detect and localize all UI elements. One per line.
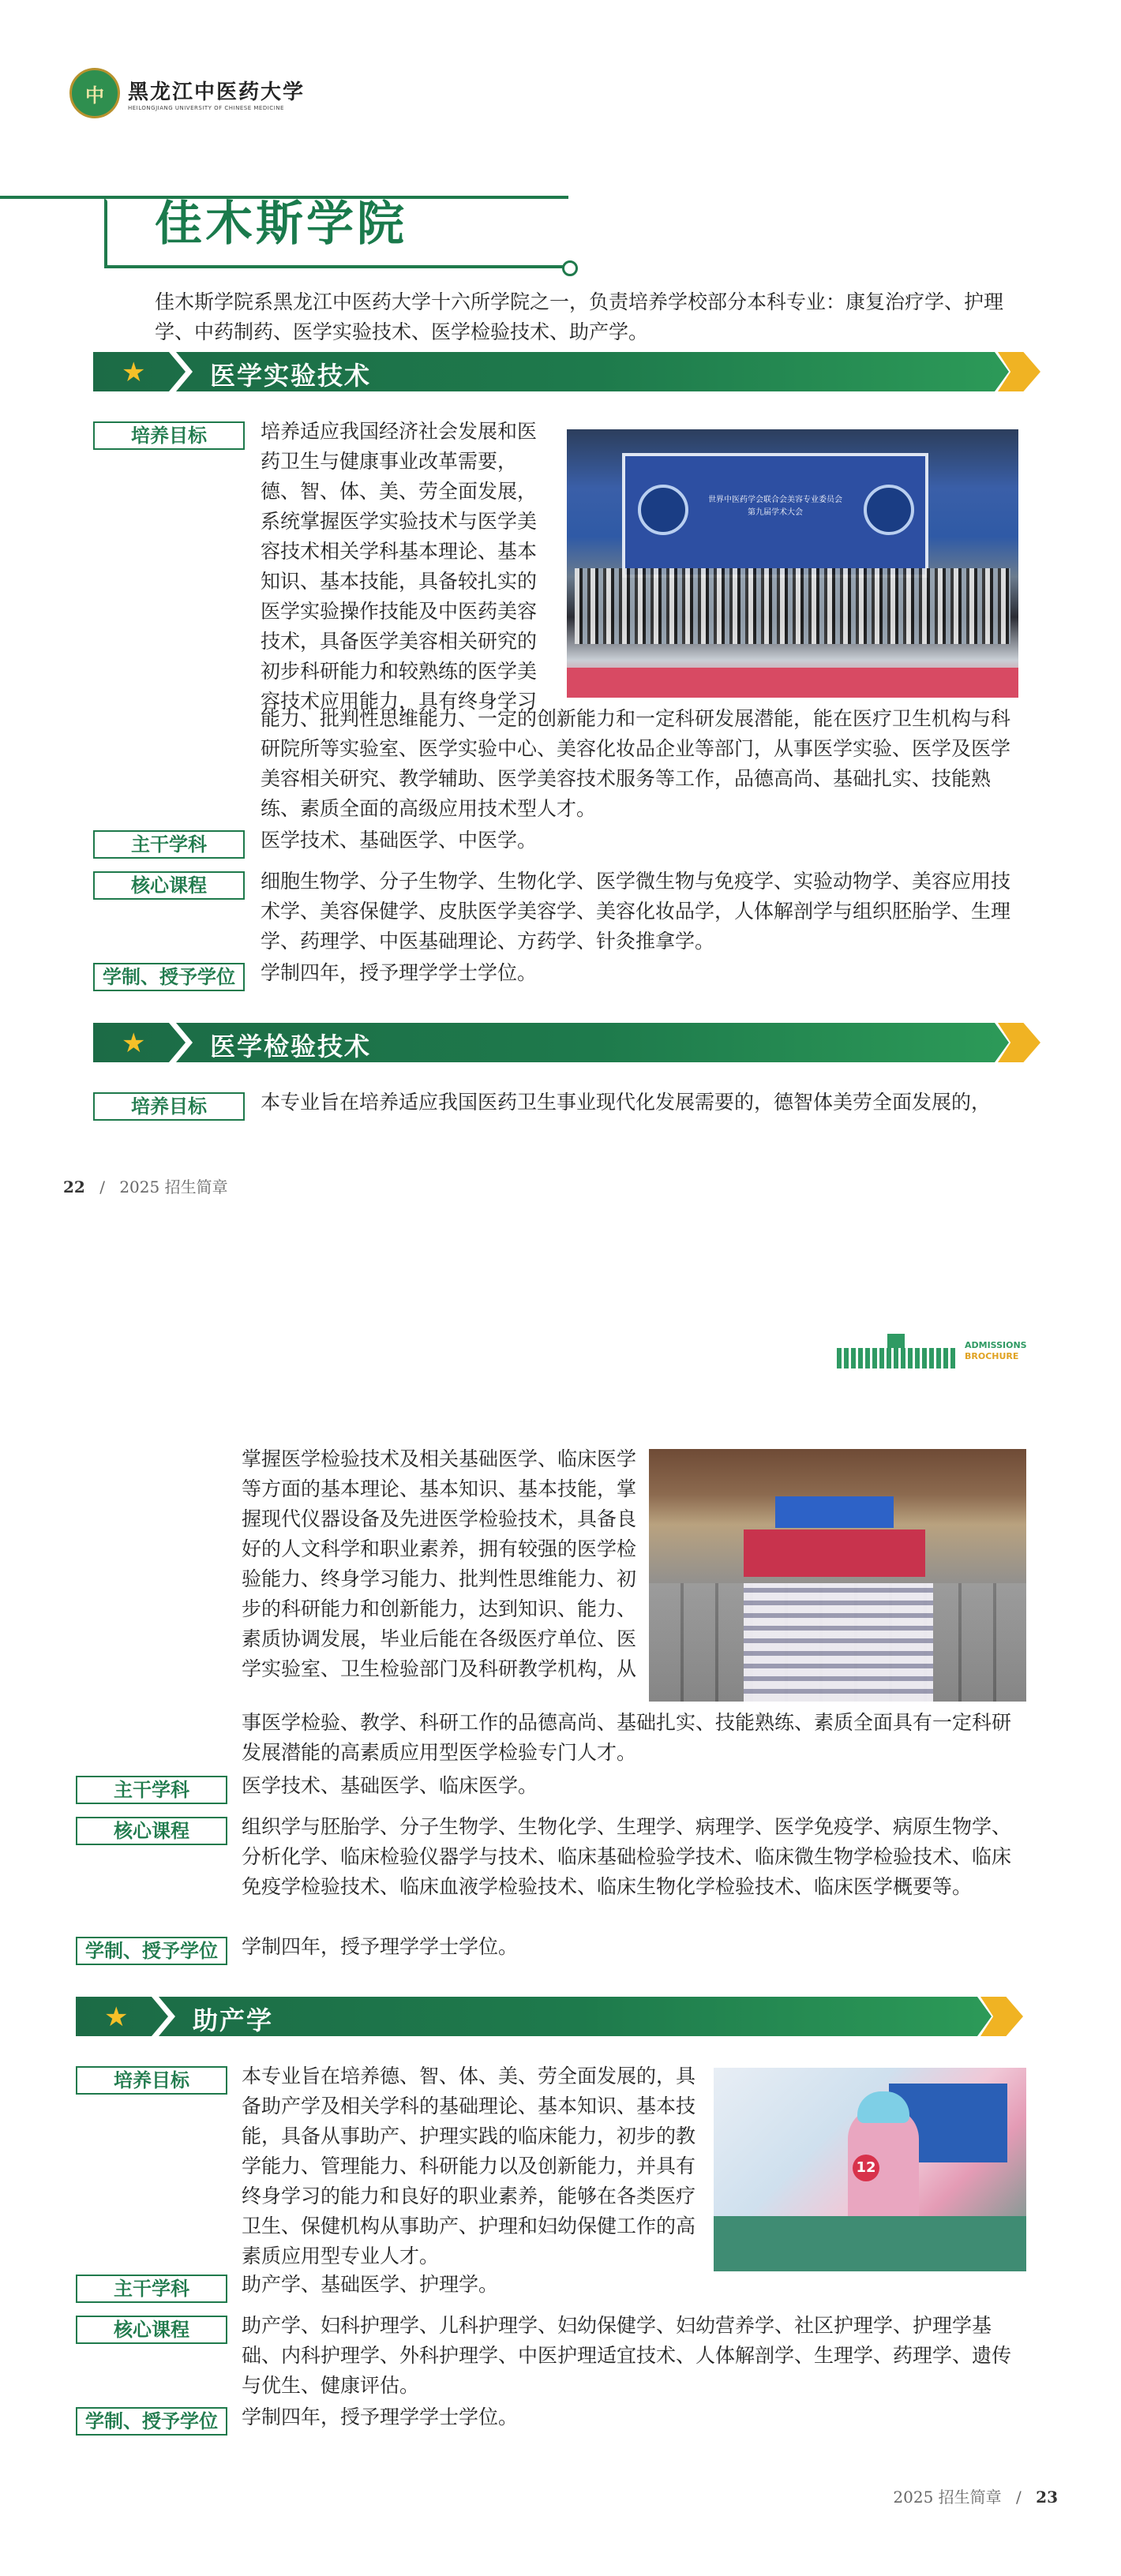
core-courses-text: 细胞生物学、分子生物学、生物化学、医学微生物与免疫学、实验动物学、美容应用技术学、美容保健学、皮肤医学美容学、美容化妆品学，人体解剖学与组织胚胎学、生理学、药理学、中医基础理论、方药学、针灸推拿学。 — [261, 870, 1011, 953]
brochure-label: 2025 招生简章 — [893, 2488, 1002, 2507]
tag-main-subject: 主干学科 — [93, 830, 245, 859]
degree-text: 学制四年，授予理学学士学位。 — [242, 2406, 519, 2428]
section-banner-medical-testing — [93, 1023, 1040, 1062]
section-goal-text-left — [261, 417, 553, 717]
section-title: 医学检验技术 — [210, 1032, 372, 1061]
page-number: 22 — [63, 1178, 85, 1196]
tag-degree: 学制、授予学位 — [93, 963, 245, 991]
midwifery-practice-photo: 12 — [714, 2068, 1026, 2271]
section-goal-text: 本专业旨在培养德、智、体、美、劳全面发展的，具备助产学及相关学科的基础理论、基本知识、基本技能，具备从事助产、护理实践的临床能力，初步的教学能力、管理能力、科研能力以及创新能力，并具有终身学习的能力和良好的职业素养，能够在各类医疗卫生、保健机构从事助产、护理和妇幼保健工作的高素质应用型专业人才。 — [242, 2065, 696, 2267]
core-courses-text: 组织学与胚胎学、分子生物学、生物化学、生理学、病理学、医学免疫学、病原生物学、分析化学、临床检验仪器学与技术、临床基础检验学技术、临床微生物学检验技术、临床免疫学检验技术、临床血液学检验技术、临床生物化学检验技术、临床医学概要等。 — [242, 1815, 1012, 1898]
tag-training-goal: 培养目标 — [76, 2066, 227, 2095]
page-footer-right: 2025 招生简章 / 23 — [893, 2488, 1058, 2507]
page-number: 23 — [1036, 2488, 1058, 2507]
page-footer-left: 22 / 2025 招生简章 — [63, 1178, 228, 1196]
main-subject-text: 助产学、基础医学、护理学。 — [242, 2273, 499, 2296]
star-icon: ★ — [122, 357, 146, 388]
tag-core-courses: 核心课程 — [93, 871, 245, 900]
section-banner-midwifery — [76, 1997, 1023, 2036]
campus-building-icon — [837, 1334, 955, 1368]
tag-main-subject: 主干学科 — [76, 1776, 227, 1804]
section-goal-text-continued: 能力、批判性思维能力、一定的创新能力和一定科研发展潜能，能在医疗卫生机构与科研院所等实验室、医学实验中心、美容化妆品企业等部门，从事医学实验、医学及医学美容相关研究、教学辅助、医学美容技术服务等工作，品德高尚、基础扎实、技能熟练、素质全面的高级应用技术型人才。 — [261, 707, 1011, 820]
college-intro: 佳木斯学院系黑龙江中医药大学十六所学院之一，负责培养学校部分本科专业：康复治疗学、护理学、中药制药、医学实验技术、医学检验技术、助产学。 — [155, 290, 1004, 343]
graduation-ceremony-photo — [649, 1449, 1026, 1702]
tag-core-courses: 核心课程 — [76, 2316, 227, 2344]
tag-main-subject: 主干学科 — [76, 2275, 227, 2303]
university-logo — [69, 68, 305, 118]
main-subject-text: 医学技术、基础医学、中医学。 — [261, 829, 538, 852]
tag-training-goal: 培养目标 — [93, 421, 245, 450]
degree-text: 学制四年，授予理学学士学位。 — [242, 1935, 519, 1958]
core-courses-text: 助产学、妇科护理学、儿科护理学、妇幼保健学、妇幼营养学、社区护理学、护理学基础、内科护理学、外科护理学、中医护理适宜技术、人体解剖学、生理学、药理学、遗传与优生、健康评估。 — [242, 2314, 1012, 2397]
degree-text: 学制四年，授予理学学士学位。 — [261, 961, 538, 984]
section-goal-text-p2: 掌握医学检验技术及相关基础医学、临床医学等方面的基本理论、基本知识、基本技能，掌握现代仪器设备及先进医学检验技术，具备良好的人文科学和职业素养，拥有较强的医学检验能力、终身学习能力、批判性思维能力、初步的科研能力和创新能力，达到知识、能力、素质协调发展，毕业后能在各级医疗单位、医学实验室、卫生检验部门及科研教学机构，从 — [242, 1447, 637, 1680]
tag-degree: 学制、授予学位 — [76, 1937, 227, 1965]
brochure-label: 2025 招生简章 — [119, 1178, 228, 1196]
star-icon: ★ — [104, 2001, 129, 2033]
tag-degree: 学制、授予学位 — [76, 2407, 227, 2436]
goal-text-fragment: 培养适应我国经济社会发展和医药卫生与健康事业改革需要，德、智、体、美、劳全面发展，系统掌握医学实验技术与医学美容技术相关学科基本理论、基本知识、基本技能，具备较扎实的医学实验操作技能及中医药美容技术，具备医学美容相关研究的初步科研能力和较熟练的医学美容技术应用能力，具有终身学习 — [261, 420, 538, 713]
tag-core-courses: 核心课程 — [76, 1817, 227, 1845]
conference-photo: 世界中医药学会联合会美容专业委员会 第九届学术大会 — [567, 429, 1018, 698]
section-title: 助产学 — [193, 2005, 274, 2035]
admissions-brochure-badge: ADMISSIONS BROCHURE — [837, 1334, 1027, 1368]
main-subject-text: 医学技术、基础医学、临床医学。 — [242, 1774, 538, 1797]
section-goal-text-p1: 本专业旨在培养适应我国医药卫生事业现代化发展需要的，德智体美劳全面发展的， — [261, 1091, 992, 1114]
university-name-cn: 黑龙江中医药大学 — [128, 80, 306, 104]
section-title: 医学实验技术 — [210, 361, 372, 391]
section-banner-medical-lab — [93, 352, 1040, 391]
star-icon: ★ — [122, 1028, 146, 1059]
section-goal-text-p2-continued: 事医学检验、教学、科研工作的品德高尚、基础扎实、技能熟练、素质全面具有一定科研发展潜能的高素质应用型医学检验专门人才。 — [242, 1711, 1012, 1764]
university-seal-logo: 中 — [69, 68, 120, 118]
tag-training-goal: 培养目标 — [93, 1092, 245, 1121]
university-name-en: HEILONGJIANG UNIVERSITY OF CHINESE MEDICINE — [128, 104, 284, 111]
page-title: 佳木斯学院 — [155, 197, 407, 252]
